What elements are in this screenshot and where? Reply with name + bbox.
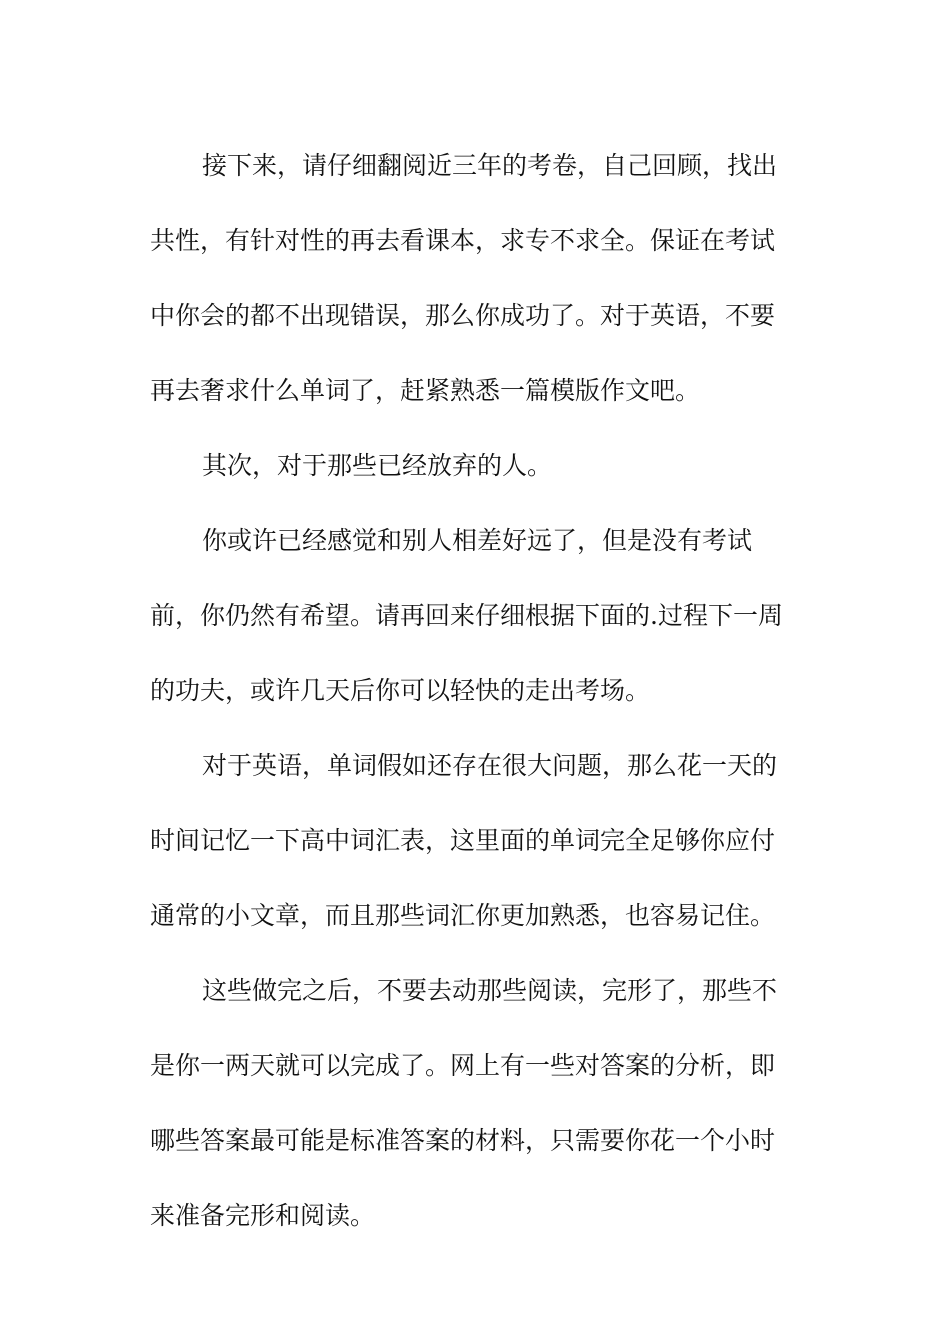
text-line: 中你会的都不出现错误，那么你成功了。对于英语，不要 xyxy=(150,301,776,330)
text-line: 其次，对于那些已经放弃的人。 xyxy=(202,451,553,480)
text-line: 对于英语，单词假如还存在很大问题，那么花一天的 xyxy=(202,751,778,780)
text-line: 通常的小文章，而且那些词汇你更加熟悉，也容易记住。 xyxy=(150,901,776,930)
text-line: 共性，有针对性的再去看课本，求专不求全。保证在考试 xyxy=(150,226,776,255)
text-line: 时间记忆一下高中词汇表，这里面的单词完全足够你应付 xyxy=(150,826,776,855)
text-line: 这些做完之后，不要去动那些阅读，完形了，那些不 xyxy=(202,976,778,1005)
text-line: 哪些答案最可能是标准答案的材料，只需要你花一个小时 xyxy=(150,1126,776,1155)
text-line: 再去奢求什么单词了，赶紧熟悉一篇模版作文吧。 xyxy=(150,376,701,405)
text-line: 接下来，请仔细翻阅近三年的考卷，自己回顾，找出 xyxy=(202,151,778,180)
text-line: 是你一两天就可以完成了。网上有一些对答案的分析，即 xyxy=(150,1051,776,1080)
text-line: 来准备完形和阅读。 xyxy=(150,1201,376,1230)
text-line: 前，你仍然有希望。请再回来仔细根据下面的.过程下一周 xyxy=(150,601,783,630)
text-line: 你或许已经感觉和别人相差好远了，但是没有考试 xyxy=(202,526,753,555)
document-body xyxy=(150,128,802,1253)
text-line: 的功夫，或许几天后你可以轻快的走出考场。 xyxy=(150,676,651,705)
